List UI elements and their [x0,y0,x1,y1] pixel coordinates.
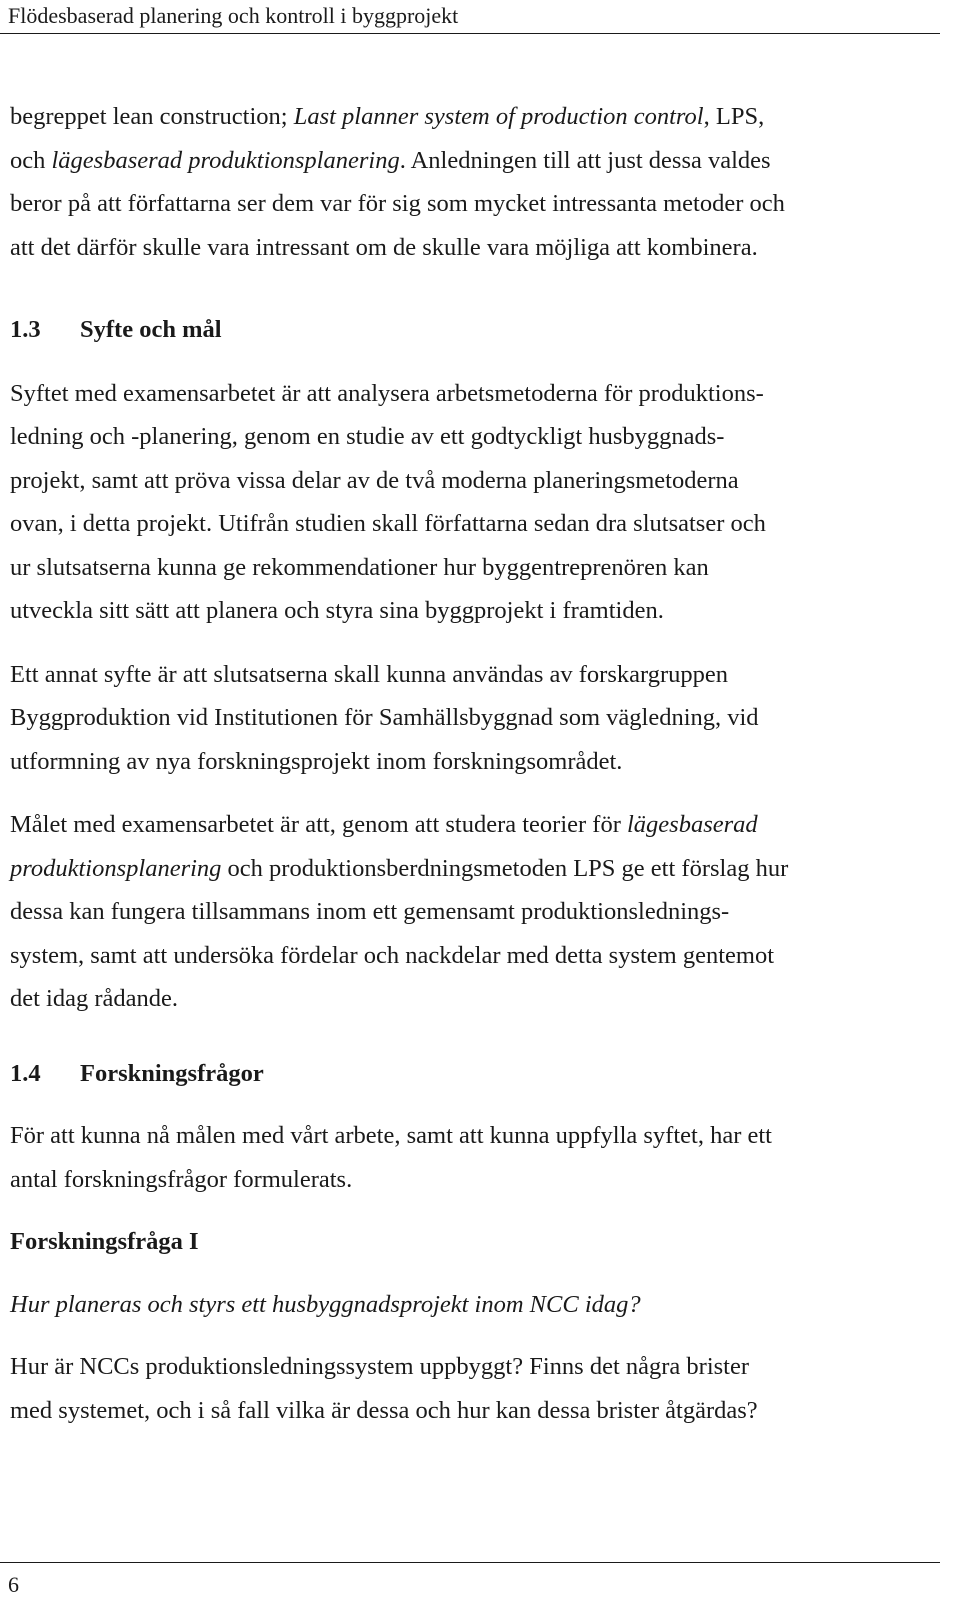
text-run: och [10,146,52,174]
italic-term: produktionsplanering [10,854,222,882]
text-line [10,139,930,183]
text-line: ovan, i detta projekt. Utifrån studien skall författarna sedan dra slutsatser och [10,510,766,537]
paragraph-malet [10,803,930,1021]
text-run: . Anledningen till att just dessa valdes [399,146,771,174]
header-divider [0,33,940,34]
text-line [10,803,930,847]
question-subquestions [10,1345,930,1432]
text-line: För att kunna nå målen med vårt arbete, samt att kunna uppfylla syftet, har ett [10,1122,772,1149]
page-number: 6 [8,1572,19,1597]
paragraph-intro-continued [10,95,930,269]
section-title: Forskningsfrågor [80,1059,264,1087]
text-line: beror på att författarna ser dem var för sig som mycket intressanta metoder och [10,190,785,217]
text-line: Ett annat syfte är att slutsatserna skall kunna användas av forskargruppen [10,660,728,688]
text-line: ledning och -planering, genom en studie av ett godtyckligt husbyggnads- [10,423,725,450]
italic-term: lägesbaserad produktionsplanering [51,146,400,174]
paragraph-syfte [10,372,930,633]
text-line: det idag rådande. [10,985,179,1012]
text-line: Byggproduktion vid Institutionen för Samhällsbyggnad som vägledning, vid [10,704,759,731]
page-body [10,95,930,1432]
text-line: system, samt att undersöka fördelar och nackdelar med detta system gentemot [10,941,775,969]
text-line: ur slutsatserna kunna ge rekommendationer hur byggentreprenören kan [10,553,709,581]
text-line: Hur planeras och styrs ett husbyggnadsprojekt inom NCC idag? [10,1290,641,1318]
text-run: , LPS, [703,103,765,130]
italic-term: Last planner system of production control [293,103,704,130]
text-line: med systemet, och i så fall vilka är dessa och hur kan dessa brister åtgärdas? [10,1396,758,1424]
section-number: 1.3 [10,316,41,343]
section-number: 1.4 [10,1059,41,1087]
text-run: och produktionsberdningsmetoden LPS ge ett förslag hur [221,854,789,882]
paragraph-forskningsfragor-intro [10,1114,930,1201]
text-line: utformning av nya forskningsprojekt inom forskningsområdet. [10,747,623,775]
section-title: Syfte och mål [80,316,222,343]
text-line: Syftet med examensarbetet är att analysera arbetsmetoderna för produktions- [10,379,764,407]
text-line: dessa kan fungera tillsammans inom ett gemensamt produktionslednings- [10,898,730,925]
text-line [10,95,930,139]
question-main [10,1283,930,1327]
footer-divider [0,1562,940,1563]
text-line: Hur är NCCs produktionsledningssystem uppbyggt? Finns det några brister [10,1353,750,1380]
text-line: att det därför skulle vara intressant om de skulle vara möjliga att kombinera. [10,233,758,261]
running-title: Flödesbaserad planering och kontroll i byggprojekt [8,3,459,28]
text-line: projekt, samt att pröva vissa delar av de två moderna planeringsmetoderna [10,466,739,494]
paragraph-annat-syfte [10,653,930,784]
text-run: begreppet lean construction; [10,103,294,130]
section-heading-syfte [10,308,930,352]
page-footer [0,1560,960,1606]
section-heading-forskningsfragor [10,1052,930,1096]
text-line [10,847,930,891]
text-line: antal forskningsfrågor formulerats. [10,1165,353,1193]
text-run: Målet med examensarbetet är att, genom att studera teorier för [10,811,627,838]
page-header [0,0,960,34]
question-heading: Forskningsfråga I [10,1228,199,1255]
italic-term: lägesbaserad [627,811,758,838]
text-line: utveckla sitt sätt att planera och styra sina byggprojekt i framtiden. [10,597,664,624]
